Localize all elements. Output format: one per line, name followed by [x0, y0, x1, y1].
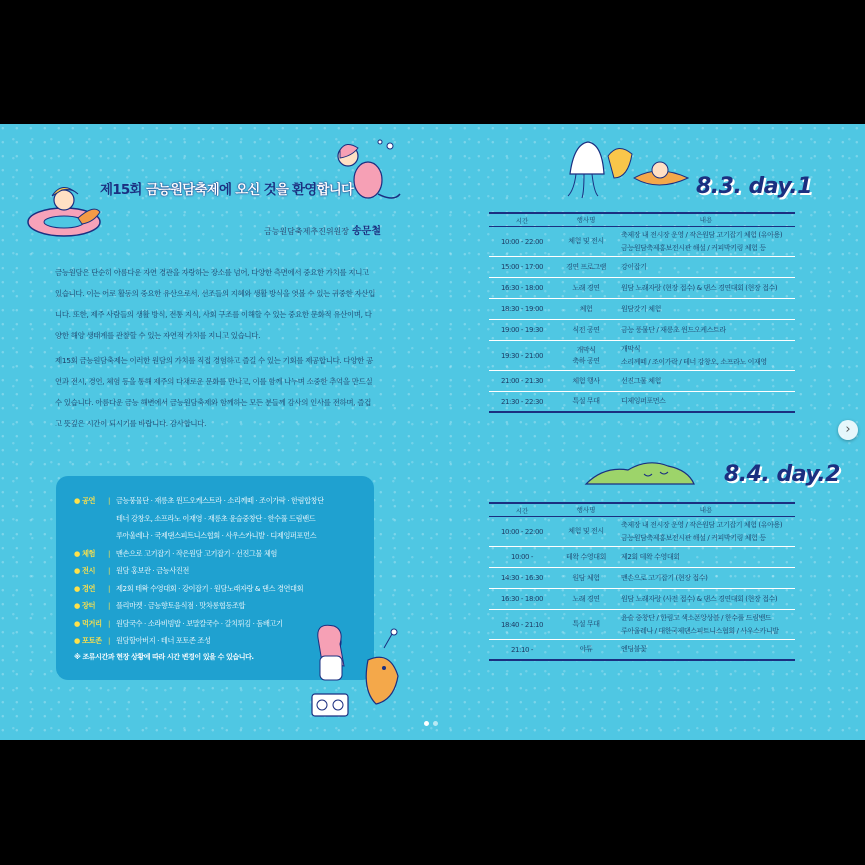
intro-paragraph: 제15회 금능원담축제는 이러한 원담의 가치를 직접 경험하고 즐길 수 있는 기회를 제공합니다. 다양한 공연과 전시, 경연, 체험 등을 통해 제주의 다채로운 문화를 만나고, 이를 함께 나누며 소중한 추억을 만드실 수 있습니다. 아름다운 금능 해변에서 금능원담축제와 함께하는 모든 분들께 감사의 인사를 전하며, 즐겁고 뜻깊은 시간이 되시기를 바랍니다. 감사합니다.	[55, 356, 373, 428]
info-row	[74, 527, 369, 545]
separator: |	[108, 496, 111, 505]
row-content-line: 금능원담축제홍보전시관 해설 / 커피박키링 체험 등	[621, 533, 766, 542]
separator: |	[108, 601, 111, 610]
info-label: 공연	[82, 496, 96, 505]
row-event-line: 테왁 수영대회	[566, 552, 606, 561]
info-row	[74, 492, 369, 510]
row-event-line: 야튜	[579, 645, 593, 653]
table-row	[489, 392, 795, 413]
row-time: 19:30 - 21:00	[500, 351, 544, 360]
row-content-line: 원담 노래자랑 (사전 접수) & 댄스 경연대회 (현장 접수)	[621, 594, 778, 603]
bullet-dot: ●	[74, 618, 80, 628]
row-content-line: 엔딩불꽃	[621, 645, 647, 654]
info-row	[74, 545, 369, 563]
row-event-line: 특설 무대	[572, 620, 600, 628]
row-event-line: 체험 및 전시	[568, 237, 604, 245]
signature	[264, 222, 381, 237]
bullet-dot: ●	[74, 496, 80, 505]
header-time: 시간	[515, 506, 529, 515]
info-value: 루아울레나 · 국제댄스피트니스협회 · 사우스카니발 · 디제잉퍼포먼스	[116, 531, 317, 540]
row-time: 19:00 - 19:30	[500, 326, 544, 334]
table-row	[489, 341, 795, 371]
header-time: 시간	[515, 216, 529, 225]
header-event: 행사명	[576, 215, 596, 224]
pagination-dots	[424, 721, 438, 726]
info-label: 경연	[82, 583, 96, 593]
table-header	[489, 212, 795, 227]
row-event-line: 체험 행사	[572, 376, 600, 385]
row-content-line: 선진그물 체험	[621, 376, 661, 385]
row-content-line: 강이잡기	[621, 262, 647, 271]
table-row	[489, 640, 795, 661]
row-event	[555, 396, 617, 407]
day2-rows	[489, 517, 795, 661]
day2-title: 8.4. day.2	[724, 462, 840, 487]
row-content	[617, 612, 795, 637]
info-label: 먹거리	[82, 618, 102, 628]
row-content	[617, 519, 795, 544]
row-content-line: 축제장 내 전시장 운영 / 작은원담 고기잡기 체험 (유아용)	[621, 521, 783, 529]
row-time: 15:00 - 17:00	[500, 263, 544, 271]
bullet-dot: ●	[74, 636, 80, 645]
row-event-line: 노래 경연	[572, 594, 600, 603]
row-content-line: 원담갓기 체험	[621, 304, 661, 313]
signature-name: 송문철	[352, 226, 381, 237]
info-note: ※ 조류시간과 현장 상황에 따라 시간 변경이 있을 수 있습니다.	[74, 652, 254, 661]
row-event-line: 개막식	[576, 345, 596, 354]
row-content-line: 금능원담축제홍보전시관 해설 / 커피박키링 체험 등	[621, 243, 766, 252]
row-time: 10:00 - 22:00	[500, 237, 544, 246]
row-content-line: 디제잉퍼포먼스	[621, 397, 666, 406]
row-content	[617, 551, 795, 564]
info-label: 체험	[82, 548, 96, 558]
row-event	[555, 236, 617, 247]
intro-paragraph: 금능원담은 단순히 아름다운 자연 경관을 자랑하는 장소를 넘어, 다양한 측면에서 중요한 가치를 지니고 있습니다. 이는 어로 활동의 중요한 유산으로서, 선조들의 지혜와 생활 방식을 엿볼 수 있는 귀중한 자산입니다. 또한, 제주 사람들의 생활 방식, 전통 지식, 사회 구조를 이해할 수 있는 중요한 문화적 유산이며, 다양한 해양 생태계를 관찰할 수 있는 자연적 가치를 지니고 있습니다.	[55, 268, 376, 340]
info-value: 맨손으로 고기잡기 · 작은원담 고기잡기 · 선진그물 체험	[116, 548, 277, 558]
swimming-girl-illustration	[328, 136, 404, 212]
info-value: 원담할아버지 · 테너 포토존 조성	[116, 636, 211, 645]
info-value: 원담 홍보관 · 금능사진전	[116, 566, 189, 575]
row-content	[617, 229, 795, 254]
row-content	[617, 643, 795, 656]
row-content	[617, 593, 795, 606]
info-label: 포토존	[82, 636, 102, 645]
bullet-dot: ●	[74, 601, 80, 610]
row-event	[555, 644, 617, 655]
row-time: 10:00 -	[510, 553, 534, 561]
separator: |	[108, 618, 111, 628]
welcome-part: 에	[219, 182, 236, 198]
separator: |	[108, 583, 111, 593]
day1-schedule-table	[489, 212, 795, 413]
row-event	[555, 552, 617, 563]
row-event	[555, 526, 617, 537]
row-content-line: 개막식	[621, 345, 641, 353]
row-time: 16:30 - 18:00	[500, 284, 544, 292]
row-content	[617, 282, 795, 295]
row-content-line: 축제장 내 전시장 운영 / 작은원담 고기잡기 체험 (유아용)	[621, 231, 783, 239]
row-event	[555, 573, 617, 584]
pager-dot[interactable]	[424, 721, 429, 726]
row-event	[555, 345, 617, 367]
chevron-right-icon: ›	[845, 422, 851, 437]
info-value: 제2회 테왁 수영대회 · 강이잡기 · 원담노래자랑 & 댄스 경연대회	[116, 583, 304, 593]
info-value: 금능풍물단 · 재릉초 윈드오케스트라 · 소리께떼 · 조이가락 · 한림합창단	[116, 496, 324, 505]
green-rock-illustration	[584, 456, 696, 488]
row-event-line: 식전 공연	[572, 325, 600, 334]
row-time: 21:10 -	[510, 645, 534, 654]
girl-on-float-illustration	[22, 178, 104, 248]
welcome-part: 합니다	[316, 182, 354, 198]
separator: |	[108, 566, 111, 575]
welcome-part: 것	[263, 182, 276, 198]
day1-rows	[489, 227, 795, 413]
row-event-line: 체험 및 전시	[568, 527, 604, 535]
table-row	[489, 278, 795, 299]
row-time: 21:00 - 21:30	[500, 377, 544, 385]
row-time: 16:30 - 18:00	[500, 595, 544, 603]
singer-and-fish-illustration	[300, 620, 412, 724]
bullet-dot: ●	[74, 583, 80, 593]
info-row	[74, 597, 369, 615]
info-value: 원담국수 · 소라비빔밥 · 보말칼국수 · 갈치튀김 · 돔배고기	[116, 618, 283, 628]
row-content	[617, 303, 795, 316]
day1-title: 8.3. day.1	[696, 174, 812, 199]
row-content	[617, 324, 795, 337]
table-row	[489, 568, 795, 589]
signature-role: 금능원담축제추진위원장	[264, 227, 350, 236]
row-event	[555, 619, 617, 630]
day2-schedule-table	[489, 502, 795, 661]
row-event	[555, 594, 617, 605]
row-time: 14:30 - 16:30	[500, 574, 544, 582]
info-row	[74, 510, 369, 528]
row-content	[617, 343, 795, 368]
header-content: 내용	[699, 505, 713, 514]
row-content	[617, 572, 795, 585]
info-label: 장터	[82, 601, 96, 610]
table-row	[489, 610, 795, 640]
row-event-line: 노래 경연	[572, 283, 600, 292]
row-time: 18:30 - 19:00	[500, 305, 544, 313]
separator: |	[108, 548, 111, 558]
table-row	[489, 547, 795, 568]
table-row	[489, 227, 795, 257]
table-row	[489, 517, 795, 547]
row-event	[555, 376, 617, 387]
row-event-line: 경연 프로그램	[566, 262, 606, 271]
row-time: 21:30 - 22:30	[500, 397, 544, 406]
info-row	[74, 562, 369, 580]
row-content	[617, 261, 795, 274]
table-row	[489, 299, 795, 320]
welcome-title	[100, 178, 353, 198]
info-label: 전시	[82, 566, 96, 575]
row-event-line: 특설 무대	[572, 397, 600, 405]
table-row	[489, 320, 795, 341]
separator: |	[108, 636, 111, 645]
row-event-line: 축하 공연	[572, 356, 600, 365]
next-page-button[interactable]	[838, 420, 858, 440]
bullet-dot: ●	[74, 548, 80, 558]
welcome-part: 환영	[291, 182, 317, 198]
row-event	[555, 304, 617, 315]
row-content-line: 맨손으로 고기잡기 (현장 접수)	[621, 573, 708, 582]
table-row	[489, 371, 795, 392]
welcome-part: 제15회	[100, 182, 146, 198]
welcome-part: 오신	[235, 182, 264, 198]
row-content-line: 윤슬 중창단 / 한림고 색소폰앙상블 / 한수풀 드림밴드	[621, 614, 772, 622]
brochure-page	[0, 124, 865, 740]
info-row	[74, 580, 369, 598]
info-value: 플리마켓 · 금능향토음식점 · 맛차롱협동조합	[116, 601, 246, 610]
row-event	[555, 262, 617, 273]
welcome-part: 을	[275, 182, 292, 198]
row-event	[555, 325, 617, 336]
row-content-line: 소리께떼 / 조이가락 / 테너 강창오, 소프라노 이재영	[621, 357, 767, 366]
row-event-line: 원담 체험	[572, 573, 600, 582]
intro-text	[55, 262, 377, 438]
table-header	[489, 502, 795, 517]
row-event	[555, 283, 617, 294]
table-row	[489, 589, 795, 610]
bullet-dot: ●	[74, 566, 80, 575]
header-event: 행사명	[576, 505, 596, 514]
row-content-line: 금능 풍물단 / 재릉초 윈드오케스트라	[621, 325, 726, 334]
row-content-line: 원담 노래자랑 (현장 접수) & 댄스 경연대회 (현장 접수)	[621, 283, 778, 292]
info-value: 테너 강창오, 소프라노 이재영 · 재릉초 윤슬중창단 · 한수풀 드림밴드	[116, 513, 316, 523]
welcome-part: 금능원담축제	[145, 182, 220, 198]
row-content-line: 제2회 테왁 수영대회	[621, 552, 680, 561]
pager-dot[interactable]	[433, 721, 438, 726]
header-content: 내용	[699, 215, 713, 224]
row-content	[617, 375, 795, 388]
row-time: 18:40 - 21:10	[500, 620, 544, 629]
table-row	[489, 257, 795, 278]
row-time: 10:00 - 22:00	[500, 527, 544, 536]
row-content-line: 루아울레나 / 대한국제댄스피트니스협회 / 사우스카니발	[621, 626, 779, 635]
squid-and-fish-illustration	[548, 134, 698, 204]
row-content	[617, 395, 795, 408]
row-event-line: 체험	[579, 304, 593, 313]
